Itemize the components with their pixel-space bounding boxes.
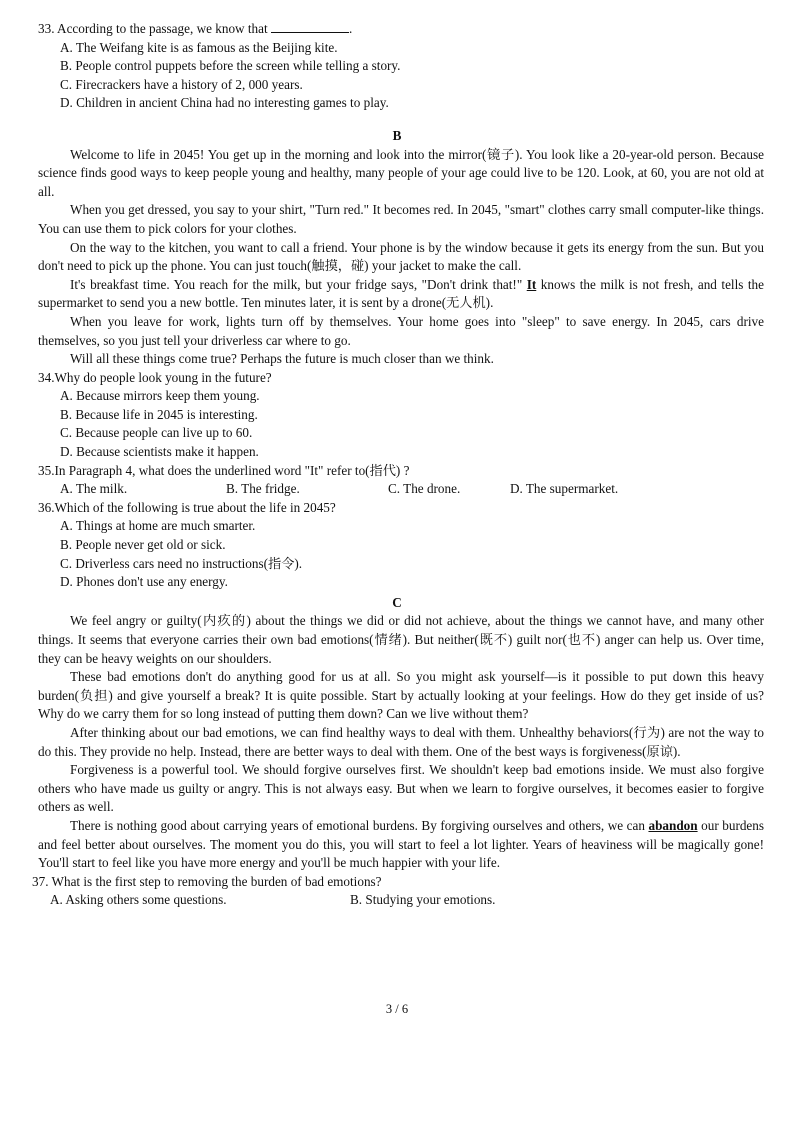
question-35	[0, 462, 794, 499]
section-b-title: B	[392, 127, 402, 143]
option-c: C. Driverless cars need no instructions(指令).	[60, 555, 303, 571]
underlined-word-it: It	[526, 276, 537, 292]
option-a: A. Asking others some questions.	[50, 892, 227, 908]
passage-b-paragraph-1: Welcome to life in 2045! You get up in the morning and look into the mirror(镜子). You look like a 20-year-old person. Because science finds good ways to keep people young and healthy, many people of your age could live to be 120. Look, at 60, you are not old at all.	[38, 146, 764, 199]
option-a: A. The Weifang kite is as famous as the Beijing kite.	[60, 39, 338, 55]
option-a: A. Things at home are much smarter.	[60, 518, 256, 534]
option-d: D. Because scientists make it happen.	[60, 444, 259, 460]
option-b: B. Because life in 2045 is interesting.	[60, 406, 258, 422]
underlined-word-abandon: abandon	[648, 817, 698, 833]
passage-c-paragraph-4: Forgiveness is a powerful tool. We should forgive ourselves first. We shouldn't keep bad emotions inside. We must also forgive others who have made us guilty or angry. This is not always easy. But when we learn to forgive ourselves, it becomes easier to forgive others as well.	[38, 762, 764, 815]
paragraph-5-text-b: our burdens and feel better about ourselves. The moment you do this, you will start to feel a lot lighter. Years of heaviness will be magically gone! You'll start to feel like you have more energy and you'll be much happier with your life.	[38, 817, 765, 871]
page-number: 3 / 6	[385, 1002, 409, 1016]
question-34-stem: 34.Why do people look young in the future?	[38, 369, 272, 385]
option-a: A. Because mirrors keep them young.	[60, 388, 260, 404]
passage-c-paragraph-2: These bad emotions don't do anything good for us at all. So you might ask yourself—is it possible to put down this heavy burden(负担) and give yourself a break? It is quite possible. Start by actually looking at your feelings. How do they get inside of us? Why do we carry them for so long instead of putting them down? Can we live without them?	[38, 669, 764, 722]
question-36-stem: 36.Which of the following is true about the life in 2045?	[38, 499, 336, 515]
passage-c-paragraph-3: After thinking about our bad emotions, we can find healthy ways to deal with them. Unhealthy behaviors(行为) are not the way to do this. They provide no help. Instead, there are better ways to deal with them. One of the best ways is forgiveness(原谅).	[38, 724, 764, 759]
option-b: B. The fridge.	[226, 481, 300, 497]
paragraph-5-text-a: There is nothing good about carrying years of emotional burdens. By forgiving ourselves and others, we can	[70, 817, 645, 833]
passage-b-paragraph-4	[0, 276, 794, 313]
question-37-options	[0, 891, 794, 910]
option-d: D. The supermarket.	[510, 481, 619, 497]
passage-b-paragraph-6: Will all these things come true? Perhaps the future is much closer than we think.	[70, 351, 494, 367]
option-a: A. The milk.	[60, 481, 128, 497]
paragraph-4-text-b: knows the milk is not fresh, and tells the supermarket to send you a new bottle. Ten minutes later, it is sent by a drone(无人机).	[38, 276, 765, 311]
option-b: B. People never get old or sick.	[60, 537, 226, 553]
passage-b-paragraph-2: When you get dressed, you say to your shirt, "Turn red." It becomes red. In 2045, "smart" clothes carry small computer-like things. You can use them to pick colors for your clothes.	[38, 202, 764, 236]
passage-c-paragraph-5	[0, 817, 794, 873]
question-33-stem-end: .	[348, 21, 353, 36]
paragraph-4-text-a: It's breakfast time. You reach for the milk, but your fridge says, "Don't drink that!"	[70, 276, 523, 292]
passage-b-paragraph-3: On the way to the kitchen, you want to call a friend. Your phone is by the window because it gets its energy from the sun. But you don't need to pick up the phone. You can just touch(触摸，碰) your jacket to make the call.	[38, 239, 764, 274]
question-33-stem: 33. According to the passage, we know that	[38, 21, 268, 36]
question-37	[0, 873, 794, 910]
question-36	[0, 499, 794, 592]
question-35-stem: 35.In Paragraph 4, what does the underlined word "It" refer to(指代) ?	[38, 462, 410, 478]
question-34	[0, 369, 794, 462]
option-c: C. Firecrackers have a history of 2, 000 years.	[60, 76, 303, 92]
option-d: D. Children in ancient China had no interesting games to play.	[60, 95, 389, 111]
option-c: C. Because people can live up to 60.	[60, 425, 253, 441]
answer-blank	[271, 20, 349, 33]
option-b: B. People control puppets before the screen while telling a story.	[60, 58, 401, 74]
passage-b-paragraph-5: When you leave for work, lights turn off by themselves. Your home goes into "sleep" to save energy. In 2045, cars drive themselves, so you just tell your driverless car where to go.	[38, 313, 764, 348]
passage-c	[0, 612, 794, 872]
section-c-title: C	[392, 594, 402, 610]
option-b: B. Studying your emotions.	[350, 892, 496, 908]
option-d: D. Phones don't use any energy.	[60, 574, 228, 590]
passage-b	[0, 146, 794, 369]
passage-c-paragraph-1: We feel angry or guilty(内疚的) about the things we did or did not achieve, about the things we cannot have, and many other things. It seems that everyone carries their own bad emotions(情绪). But neither(既不) guilt nor(也不) anger can help us. Over time, they can be heavy weights on our shoulders.	[38, 613, 764, 666]
question-37-stem: 37. What is the first step to removing the burden of bad emotions?	[32, 873, 382, 889]
page-content	[0, 20, 794, 910]
question-35-options	[0, 480, 794, 499]
question-33	[0, 20, 794, 113]
option-c: C. The drone.	[388, 481, 461, 497]
